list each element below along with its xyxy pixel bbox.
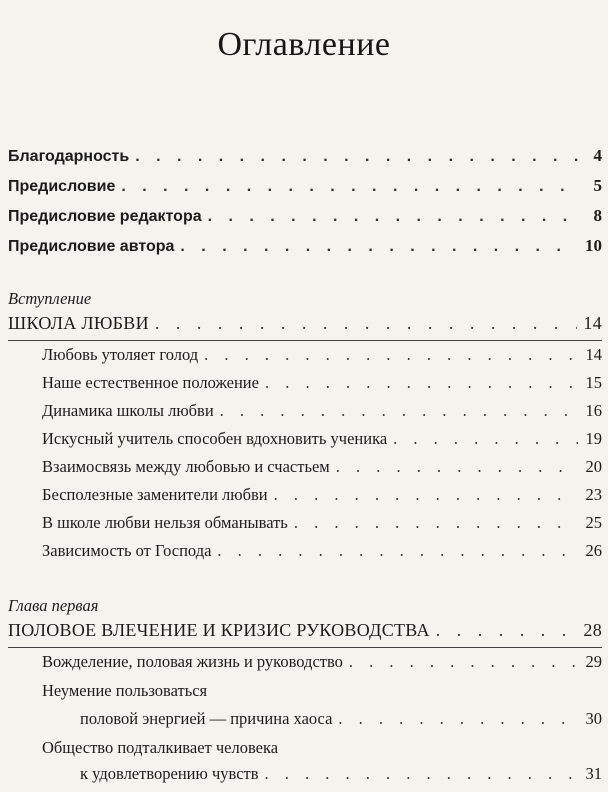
toc-entry-label: Любовь утоляет голод [42,345,199,364]
toc-entry-label: к удовлетворению чувств [80,764,259,783]
dot-leader [338,709,578,729]
toc-page-number: 23 [585,485,602,504]
toc-heading-school-of-love[interactable] [8,313,602,339]
dot-leader [180,238,578,256]
toc-entry[interactable] [42,652,602,678]
toc-entry-foreword[interactable] [8,176,602,202]
toc-page-number: 5 [593,176,602,195]
toc-page-number: 31 [585,764,602,783]
toc-heading-chapter-1[interactable] [8,620,602,646]
toc-entry-editor-foreword[interactable] [8,206,602,232]
dot-leader [265,373,578,393]
toc-entry[interactable] [42,429,602,455]
toc-entry-label: Предисловие редактора [8,208,202,225]
toc-page-number: 10 [585,236,602,255]
toc-entry-label: ШКОЛА ЛЮБВИ [8,313,149,333]
toc-entry[interactable] [42,457,602,483]
dot-leader [349,652,578,672]
toc-page-number: 20 [585,457,602,476]
dot-leader [135,148,578,166]
toc-entry[interactable] [42,401,602,427]
dot-leader [393,429,578,449]
toc-page-number: 28 [583,620,602,640]
dot-leader [217,541,578,561]
toc-entry-label: В школе любви нельзя обманывать [42,513,288,532]
dot-leader [155,313,578,334]
toc-entry-label: Наше естественное положение [42,373,259,392]
dot-leader [274,485,578,505]
toc-entry-label: Неумение пользоваться [42,681,208,700]
dot-leader [294,513,578,533]
toc-entry-label: Общество подталкивает человека [42,738,279,757]
toc-entry-label: Предисловие автора [8,238,175,255]
dot-leader [204,345,578,365]
toc-page-number: 29 [585,652,602,671]
dot-leader [208,208,578,226]
toc-page-number: 8 [593,206,602,225]
toc-entry[interactable] [80,709,602,735]
toc-entry[interactable] [80,764,602,790]
toc-entry-label: ПОЛОВОЕ ВЛЕЧЕНИЕ И КРИЗИС РУКОВОДСТВА [8,620,430,640]
toc-entry-acknowledgements[interactable] [8,146,602,172]
toc-entry[interactable] [42,541,602,567]
toc-entry[interactable] [42,345,602,371]
page-title: Оглавление [217,26,391,63]
toc-page-number: 25 [585,513,602,532]
toc-page-number: 14 [583,313,602,333]
toc-page-number: 15 [585,373,602,392]
section-label-chapter-1: Глава первая [8,596,99,615]
heading-rule [8,340,602,341]
toc-entry[interactable] [42,485,602,511]
toc-entry-label: Благодарность [8,148,130,165]
toc-page-number: 14 [585,345,602,364]
toc-entry-line[interactable] [42,738,602,764]
toc-page-number: 4 [593,146,602,165]
toc-entry-label: Вожделение, половая жизнь и руководство [42,652,343,671]
dot-leader [336,457,578,477]
dot-leader [265,764,578,784]
toc-entry-label: половой энергией — причина хаоса [80,709,333,728]
toc-entry-line[interactable] [42,681,602,707]
toc-page-number: 19 [585,429,602,448]
toc-page-number: 30 [585,709,602,728]
toc-page-number: 26 [585,541,602,560]
section-label-intro: Вступление [8,289,92,308]
toc-entry-label: Взаимосвязь между любовью и счастьем [42,457,330,476]
toc-entry-label: Предисловие [8,178,116,195]
heading-rule [8,647,602,648]
toc-entry-label: Зависимость от Господа [42,541,212,560]
toc-entry-label: Искусный учитель способен вдохновить ученика [42,429,388,448]
dot-leader [121,178,578,196]
toc-entry-label: Бесполезные заменители любви [42,485,268,504]
toc-entry[interactable] [42,513,602,539]
dot-leader [436,620,578,641]
toc-page-number: 16 [585,401,602,420]
toc-entry[interactable] [42,373,602,399]
dot-leader [220,401,578,421]
toc-entry-author-foreword[interactable] [8,236,602,262]
toc-entry-label: Динамика школы любви [42,401,214,420]
